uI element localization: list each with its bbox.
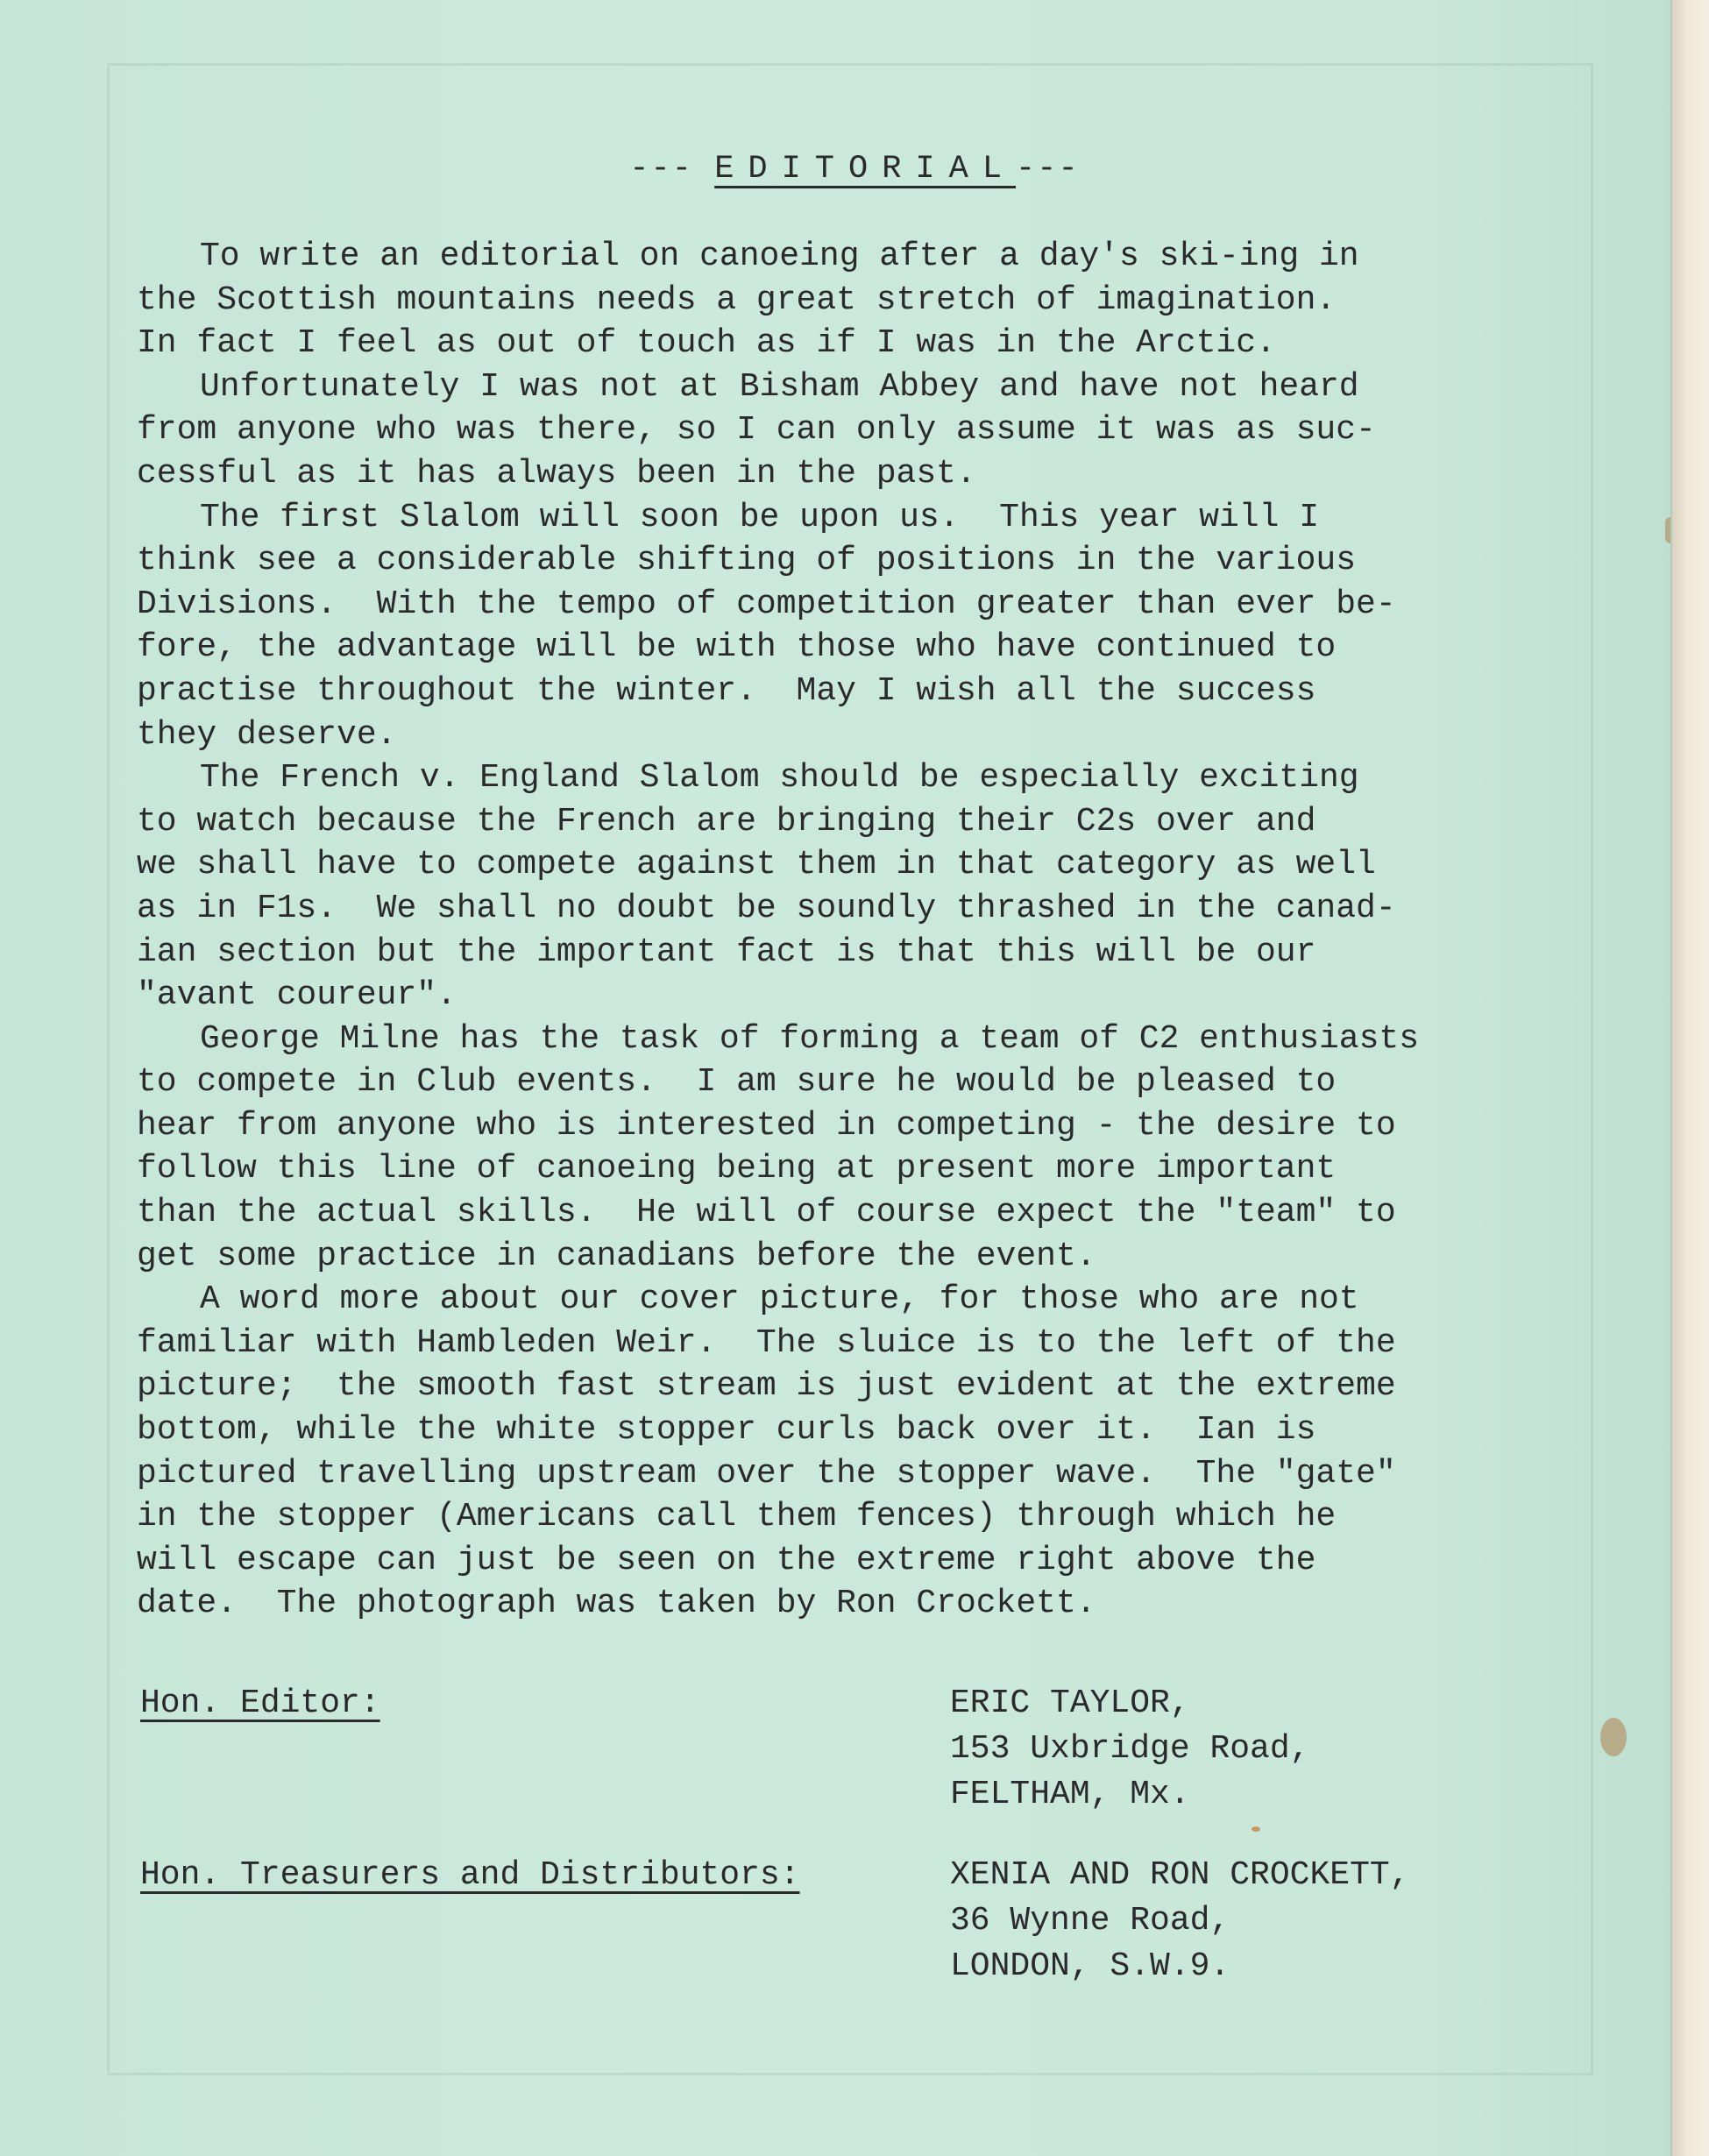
paragraph-line: from anyone who was there, so I can only assume it was as suc-	[137, 411, 1376, 450]
paragraph-line: follow this line of canoeing being at present more important	[137, 1150, 1337, 1188]
paragraph-line: George Milne has the task of forming a team of C2 enthusiasts	[200, 1019, 1420, 1058]
address-line: XENIA AND RON CROCKETT,	[950, 1856, 1410, 1894]
paragraph-line: cessful as it has always been in the past.	[137, 454, 976, 493]
paragraph-line: date. The photograph was taken by Ron Crockett.	[137, 1585, 1096, 1623]
officer-role: Hon. Editor:	[140, 1684, 380, 1722]
editorial-paragraph	[137, 235, 1539, 365]
address-line: FELTHAM, Mx.	[950, 1776, 1190, 1813]
paragraph-line: will escape can just be seen on the extreme right above the	[137, 1541, 1316, 1579]
paragraph-line: familiar with Hambleden Weir. The sluice is to the left of the	[137, 1323, 1396, 1362]
officers-list	[140, 1681, 1542, 2025]
editorial-paragraph	[137, 1278, 1539, 1626]
paragraph-line: to watch because the French are bringing their C2s over and	[137, 802, 1316, 840]
paragraph-line: Unfortunately I was not at Bisham Abbey and have not heard	[200, 367, 1359, 406]
paragraph-line: the Scottish mountains needs a great stretch of imagination.	[137, 280, 1337, 319]
paragraph-line: fore, the advantage will be with those who have continued to	[137, 628, 1337, 667]
paragraph-line: they deserve.	[137, 715, 397, 754]
paragraph-line: The first Slalom will soon be upon us. This year will I	[200, 498, 1320, 536]
paragraph-line: To write an editorial on canoeing after a day's ski-ing in	[200, 238, 1359, 275]
paragraph-line: than the actual skills. He will of course expect the "team" to	[137, 1194, 1396, 1232]
paragraph-line: In fact I feel as out of touch as if I was in the Arctic.	[137, 324, 1276, 363]
paragraph-line: get some practice in canadians before the event.	[137, 1237, 1096, 1275]
address-line: 153 Uxbridge Road,	[950, 1730, 1310, 1768]
paragraph-line: bottom, while the white stopper curls back over it. Ian is	[137, 1411, 1316, 1450]
paragraph-line: hear from anyone who is interested in competing - the desire to	[137, 1106, 1396, 1145]
editorial-body	[137, 235, 1539, 1626]
paragraph-line: ian section but the important fact is that this will be our	[137, 933, 1316, 971]
editorial-paragraph	[137, 496, 1539, 757]
address-line: ERIC TAYLOR,	[950, 1684, 1190, 1722]
officer-role: Hon. Treasurers and Distributors:	[140, 1856, 800, 1894]
officer-address	[950, 1681, 1309, 1818]
editorial-paragraph	[137, 365, 1539, 496]
paragraph-line: in the stopper (Americans call them fences) through which he	[137, 1498, 1337, 1536]
address-line: 36 Wynne Road,	[950, 1902, 1230, 1940]
paragraph-line: to compete in Club events. I am sure he would be pleased to	[137, 1063, 1337, 1102]
heading-dashes-right: ---	[1016, 151, 1080, 188]
heading-word: EDITORIAL	[714, 151, 1017, 188]
officer-entry	[140, 1853, 1542, 2025]
paragraph-line: practise throughout the winter. May I wish all the success	[137, 671, 1316, 710]
editorial-heading	[0, 151, 1709, 188]
paragraph-line: A word more about our cover picture, for those who are not	[200, 1280, 1359, 1319]
editorial-paragraph	[137, 1018, 1539, 1279]
page-edge	[1670, 0, 1709, 2156]
paragraph-line: pictured travelling upstream over the stopper wave. The "gate"	[137, 1454, 1396, 1493]
officer-entry	[140, 1681, 1542, 1853]
paragraph-line: "avant coureur".	[137, 976, 457, 1015]
officer-address	[950, 1853, 1410, 1989]
editorial-paragraph	[137, 756, 1539, 1018]
heading-dashes-left: ---	[629, 151, 693, 188]
paragraph-line: Divisions. With the tempo of competition greater than ever be-	[137, 585, 1396, 623]
paragraph-line: we shall have to compete against them in that category as well	[137, 846, 1376, 884]
paragraph-line: think see a considerable shifting of positions in the various	[137, 542, 1357, 580]
paragraph-line: picture; the smooth fast stream is just evident at the extreme	[137, 1367, 1396, 1406]
address-line: LONDON, S.W.9.	[950, 1947, 1230, 1985]
paragraph-line: The French v. England Slalom should be especially exciting	[200, 759, 1359, 798]
paper-stain	[1600, 1718, 1627, 1756]
paragraph-line: as in F1s. We shall no doubt be soundly thrashed in the canad-	[137, 889, 1396, 927]
